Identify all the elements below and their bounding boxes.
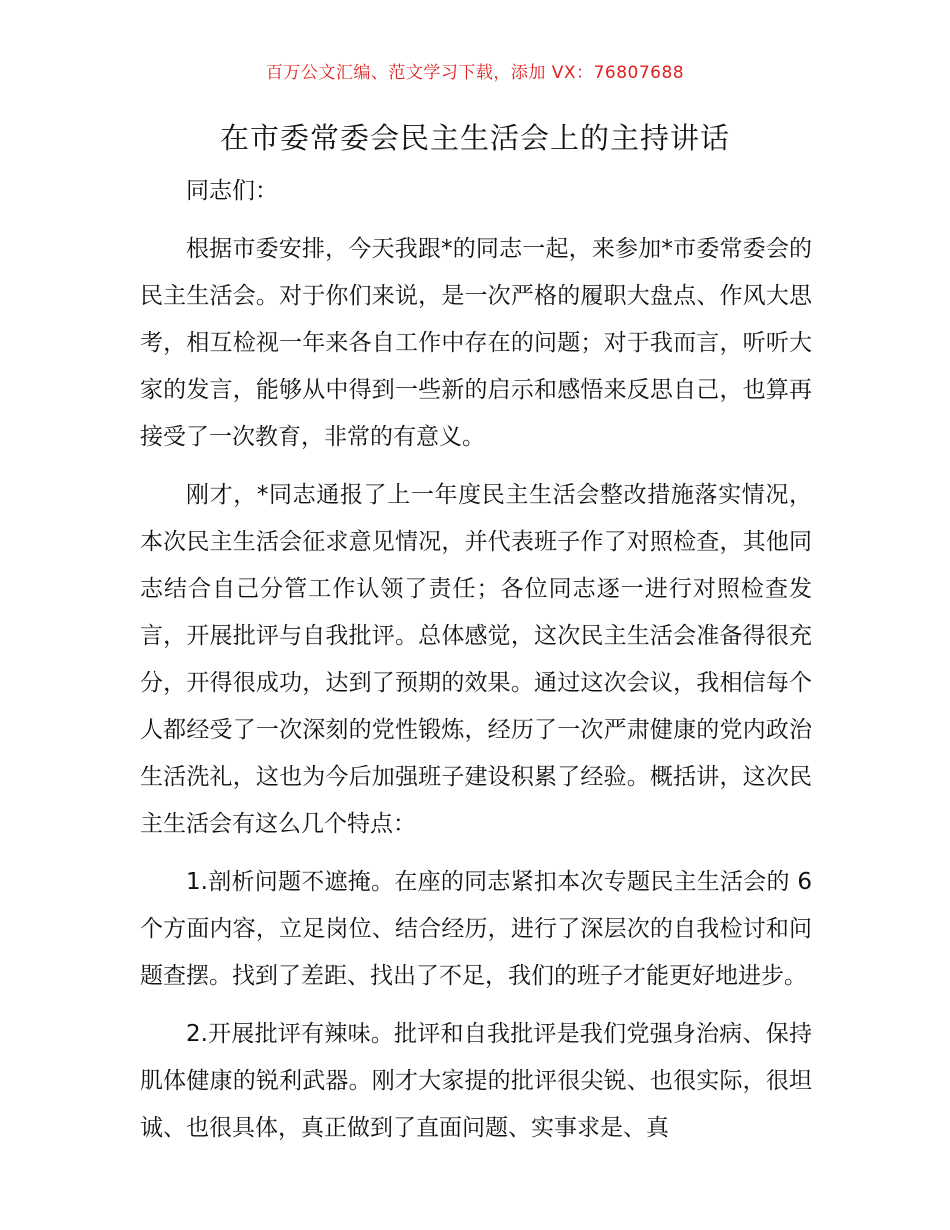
paragraph-2: 刚才，*同志通报了上一年度民主生活会整改措施落实情况，本次民主生活会征求意见情况，并代表班子作了对照检查，其他同志结合自己分管工作认领了责任；各位同志逐一进行对照检查发言，开展批评与自我批评。总体感觉，这次民主生活会准备得很充分，开得很成功，达到了预期的效果。通过这次会议，我相信每个人都经受了一次深刻的党性锻炼，经历了一次严肃健康的党内政治生活洗礼，这也为今后加强班子建设积累了经验。概括讲，这次民主生活会有这么几个特点： [140, 482, 812, 837]
paragraph-1: 根据市委安排，今天我跟*的同志一起，来参加*市委常委会的民主生活会。对于你们来说，是一次严格的履职大盘点、作风大思考，相互检视一年来各自工作中存在的问题；对于我而言，听听大家的发言，能够从中得到一些新的启示和感悟来反思自己，也算再接受了一次教育，非常的有意义。 [140, 236, 812, 450]
paragraph-3: 1.剖析问题不遮掩。在座的同志紧扣本次专题民主生活会的 6 个方面内容，立足岗位、结合经历，进行了深层次的自我检讨和问题查摆。找到了差距、找出了不足，我们的班子才能更好地进步。 [140, 869, 812, 989]
salutation: 同志们： [186, 178, 278, 204]
document-title: 在市委常委会民主生活会上的主持讲话 [219, 121, 730, 155]
header-watermark-note: 百万公文汇编、范文学习下载，添加 VX：76807688 [265, 63, 685, 83]
paragraph-4: 2.开展批评有辣味。批评和自我批评是我们党强身治病、保持肌体健康的锐利武器。刚才大家提的批评很尖锐、也很实际，很坦诚、也很具体，真正做到了直面问题、实事求是、真 [140, 1021, 812, 1141]
document-body [140, 168, 812, 1163]
